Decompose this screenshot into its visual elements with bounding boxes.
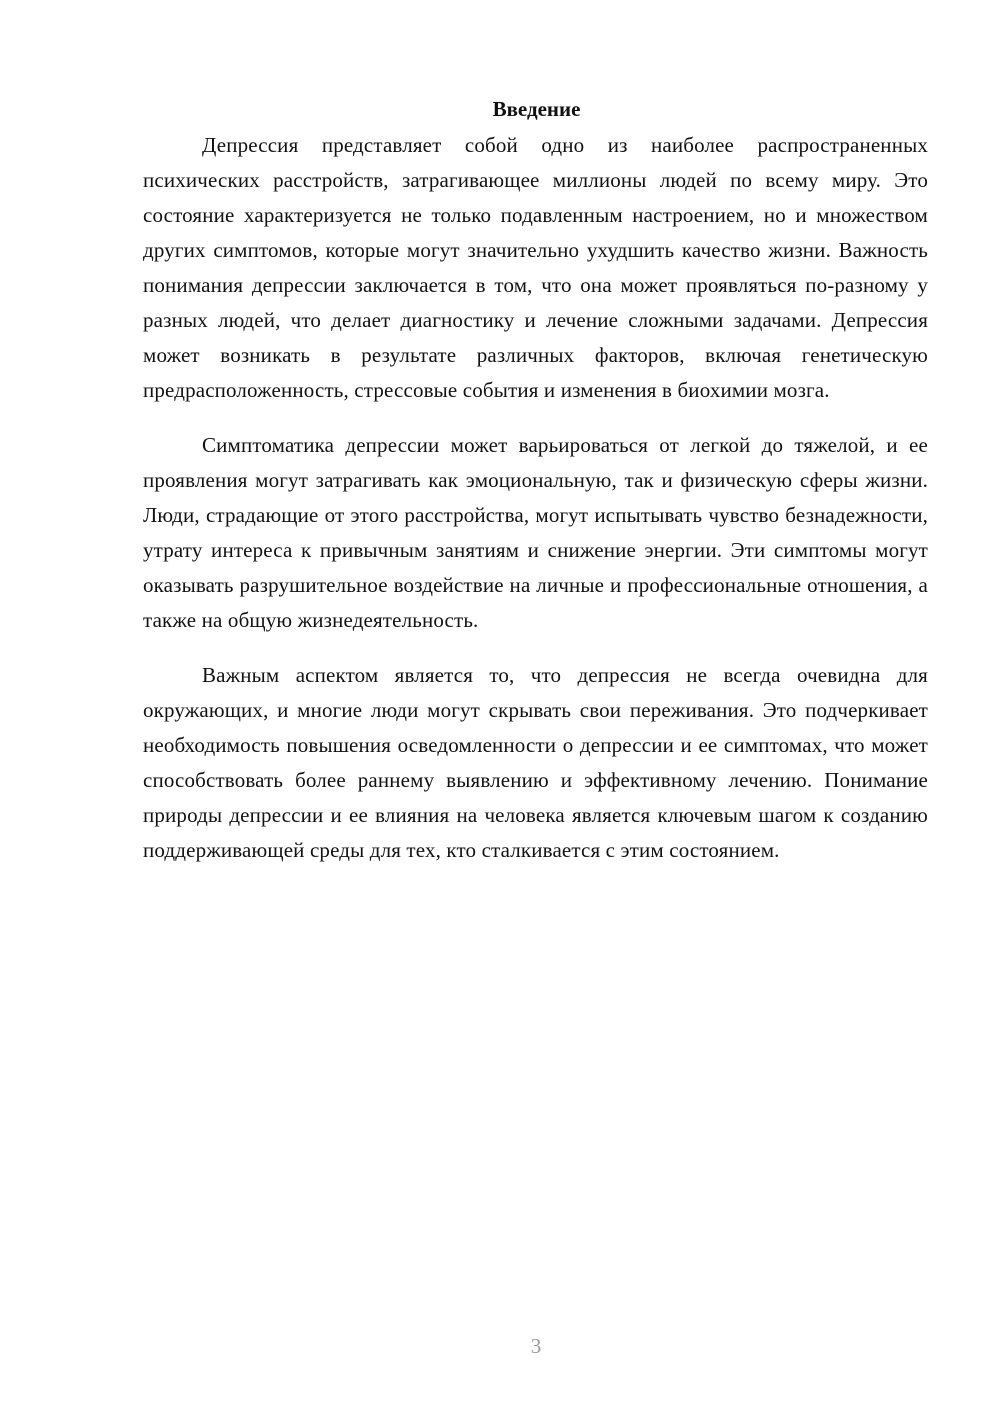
paragraph-2: Симптоматика депрессии может варьироваться от легкой до тяжелой, и ее проявления могут затрагивать как эмоциональную, так и физическую сферы жизни. Люди, страдающие от этого расстройства, могут испытывать чувство безнадежности, утрату интереса к привычным занятиям и снижение энергии. Эти симптомы могут оказывать разрушительное воздействие на личные и профессиональные отношения, а также на общую жизнедеятельность. xyxy=(143,433,928,632)
section-title: Введение xyxy=(492,97,581,121)
paragraph-3: Важным аспектом является то, что депрессия не всегда очевидна для окружающих, и многие люди могут скрывать свои переживания. Это подчеркивает необходимость повышения осведомленности о депрессии и ее симптомах, что может способствовать более раннему выявлению и эффективному лечению. Понимание природы депрессии и ее влияния на человека является ключевым шагом к созданию поддерживающей среды для тех, кто сталкивается с этим состоянием. xyxy=(143,663,928,862)
paragraph-1: Депрессия представляет собой одно из наиболее распространенных психических расстройств, затрагивающее миллионы людей по всему миру. Это состояние характеризуется не только подавленным настроением, но и множеством других симптомов, которые могут значительно ухудшить качество жизни. Важность понимания депрессии заключается в том, что она может проявляться по-разному у разных людей, что делает диагностику и лечение сложными задачами. Депрессия может возникать в результате различных факторов, включая генетическую предрасположенность, стрессовые события и изменения в биохимии мозга. xyxy=(143,133,928,402)
page-number: 3 xyxy=(530,1334,542,1358)
page-content xyxy=(143,92,928,888)
